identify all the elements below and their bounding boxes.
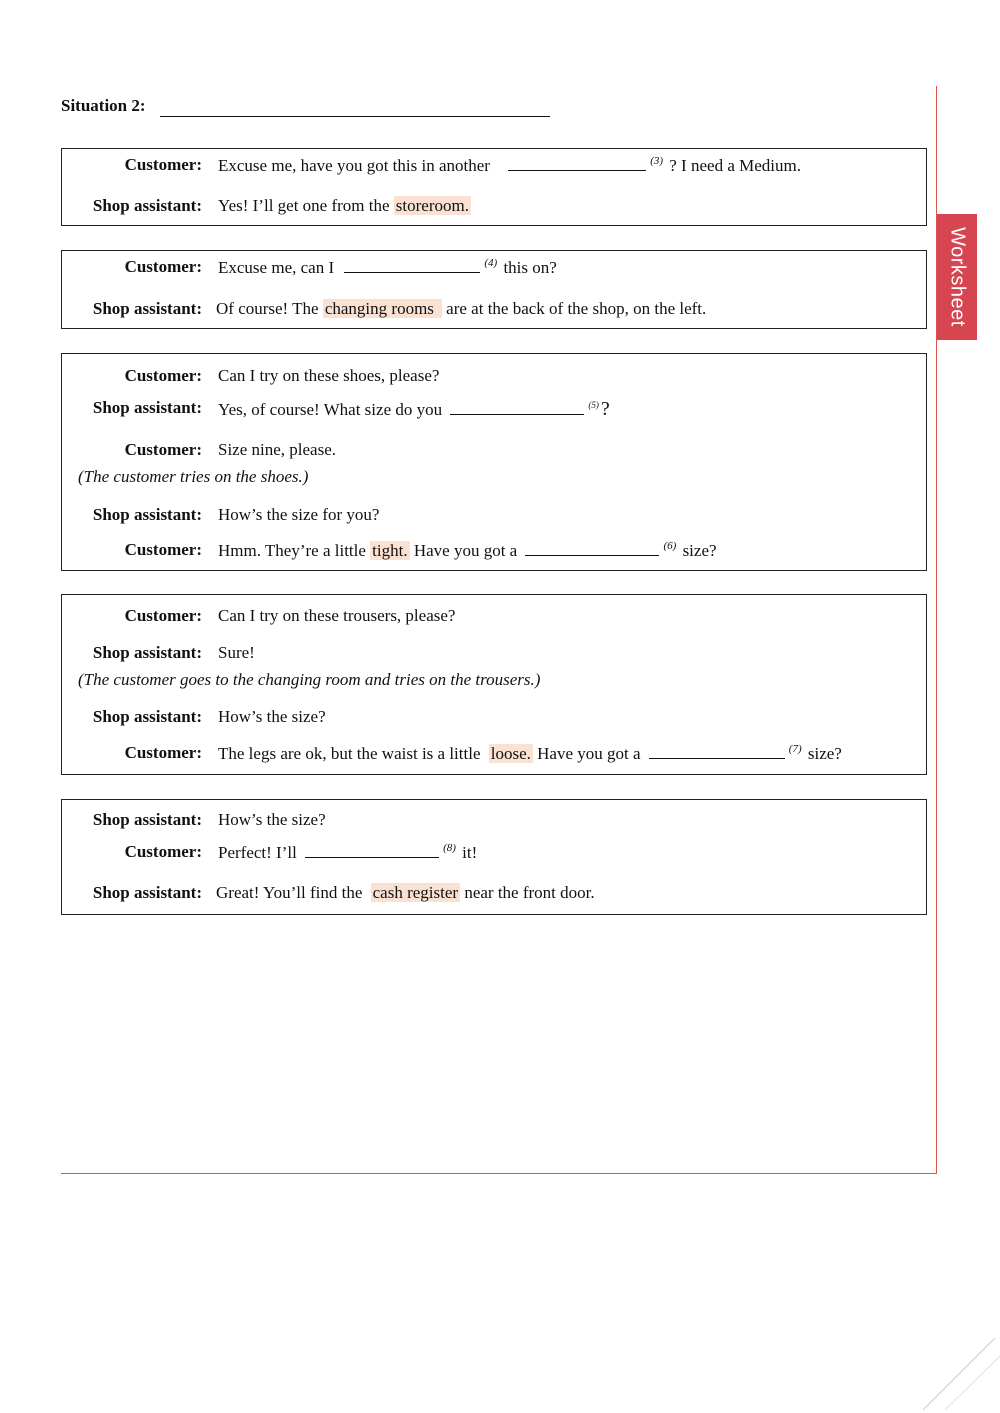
blank-number: (7) — [788, 743, 802, 755]
worksheet-side-tab — [937, 214, 977, 340]
situation-title: Situation 2: — [61, 96, 146, 115]
answer-blank-6[interactable] — [525, 541, 659, 556]
speaker-label: Customer: — [124, 440, 202, 459]
dialogue-box-3 — [61, 353, 927, 571]
line-text: size? — [682, 541, 717, 560]
answer-blank-8[interactable] — [305, 843, 439, 858]
dialogue-line: How’s the size? — [218, 707, 326, 726]
dialogue-box-4 — [61, 594, 927, 775]
dialogue-line — [216, 883, 595, 903]
speaker-label: Customer: — [124, 540, 202, 559]
line-text: are at the back of the shop, on the left. — [446, 299, 707, 318]
speaker-label: Shop assistant: — [92, 707, 202, 726]
speaker-label: Customer: — [124, 743, 202, 762]
line-text: ? I need a Medium. — [669, 156, 801, 175]
highlighted-word: storeroom. — [395, 196, 469, 215]
speaker-label: Shop assistant: — [92, 299, 202, 318]
line-text: near the front door. — [464, 883, 595, 902]
speaker-label: Shop assistant: — [92, 505, 202, 524]
line-text: Have you got a — [413, 541, 518, 560]
line-text: it! — [462, 843, 478, 862]
speaker-label: Customer: — [124, 366, 202, 385]
dialogue-line — [218, 196, 471, 216]
dialogue-line — [218, 398, 610, 421]
dialogue-line — [218, 842, 477, 863]
speaker-label: Shop assistant: — [92, 810, 202, 829]
line-text: Of course! The — [216, 299, 319, 318]
speaker-label: Customer: — [124, 155, 202, 174]
highlighted-word: changing rooms — [323, 299, 442, 318]
answer-blank-7[interactable] — [649, 744, 785, 759]
dialogue-line: Sure! — [218, 643, 255, 662]
highlighted-word: tight. — [372, 541, 408, 560]
dialogue-line: How’s the size? — [218, 810, 326, 829]
highlighted-word: loose. — [490, 744, 531, 763]
worksheet-tab-label: Worksheet — [946, 227, 969, 327]
highlighted-word: cash register — [372, 883, 459, 902]
dialogue-line — [216, 299, 706, 319]
line-text: Perfect! I’ll — [218, 843, 297, 862]
line-text: Yes! I’ll get one from the — [218, 196, 390, 215]
blank-number: (5) — [588, 400, 599, 410]
blank-number: (6) — [663, 540, 677, 552]
answer-blank-4[interactable] — [344, 258, 480, 273]
speaker-label: Customer: — [124, 257, 202, 276]
line-text: Great! You’ll find the — [216, 883, 363, 902]
line-text: Hmm. They’re a little — [218, 541, 366, 560]
stage-direction: (The customer goes to the changing room and tries on the trousers.) — [78, 670, 541, 689]
stage-direction: (The customer tries on the shoes.) — [78, 467, 309, 486]
dialogue-box-2 — [61, 250, 927, 329]
dialogue-line: How’s the size for you? — [218, 505, 380, 524]
situation-answer-blank[interactable] — [160, 116, 550, 117]
dialogue-line — [218, 540, 717, 561]
blank-number: (8) — [443, 842, 456, 854]
margin-rule-bottom — [61, 1173, 937, 1174]
dialogue-line: Can I try on these shoes, please? — [218, 366, 440, 385]
dialogue-line — [218, 155, 801, 176]
dialogue-box-1 — [61, 148, 927, 226]
speaker-label: Customer: — [124, 606, 202, 625]
line-text: Yes, of course! What size do you — [218, 400, 443, 419]
line-text: Have you got a — [537, 744, 641, 763]
speaker-label: Shop assistant: — [92, 643, 202, 662]
dialogue-line — [218, 743, 842, 764]
line-text: size? — [807, 744, 842, 763]
dialogue-line — [218, 257, 557, 278]
speaker-label: Customer: — [124, 842, 202, 861]
answer-blank-3[interactable] — [508, 156, 646, 171]
blank-number: (3) — [650, 155, 664, 167]
speaker-label: Shop assistant: — [92, 196, 202, 215]
blank-number: (4) — [484, 257, 498, 269]
speaker-label: Shop assistant: — [92, 398, 202, 417]
answer-blank-5[interactable] — [450, 400, 584, 415]
page-curl-decoration — [915, 1330, 1000, 1413]
line-text: Excuse me, can I — [218, 258, 335, 277]
line-text: The legs are ok, but the waist is a little — [218, 744, 481, 763]
dialogue-box-5 — [61, 799, 927, 915]
line-text: ? — [600, 398, 610, 420]
line-text: Excuse me, have you got this in another — [218, 156, 490, 175]
dialogue-line: Can I try on these trousers, please? — [218, 606, 456, 625]
line-text: this on? — [503, 258, 557, 277]
speaker-label: Shop assistant: — [92, 883, 202, 902]
dialogue-line: Size nine, please. — [218, 440, 337, 459]
